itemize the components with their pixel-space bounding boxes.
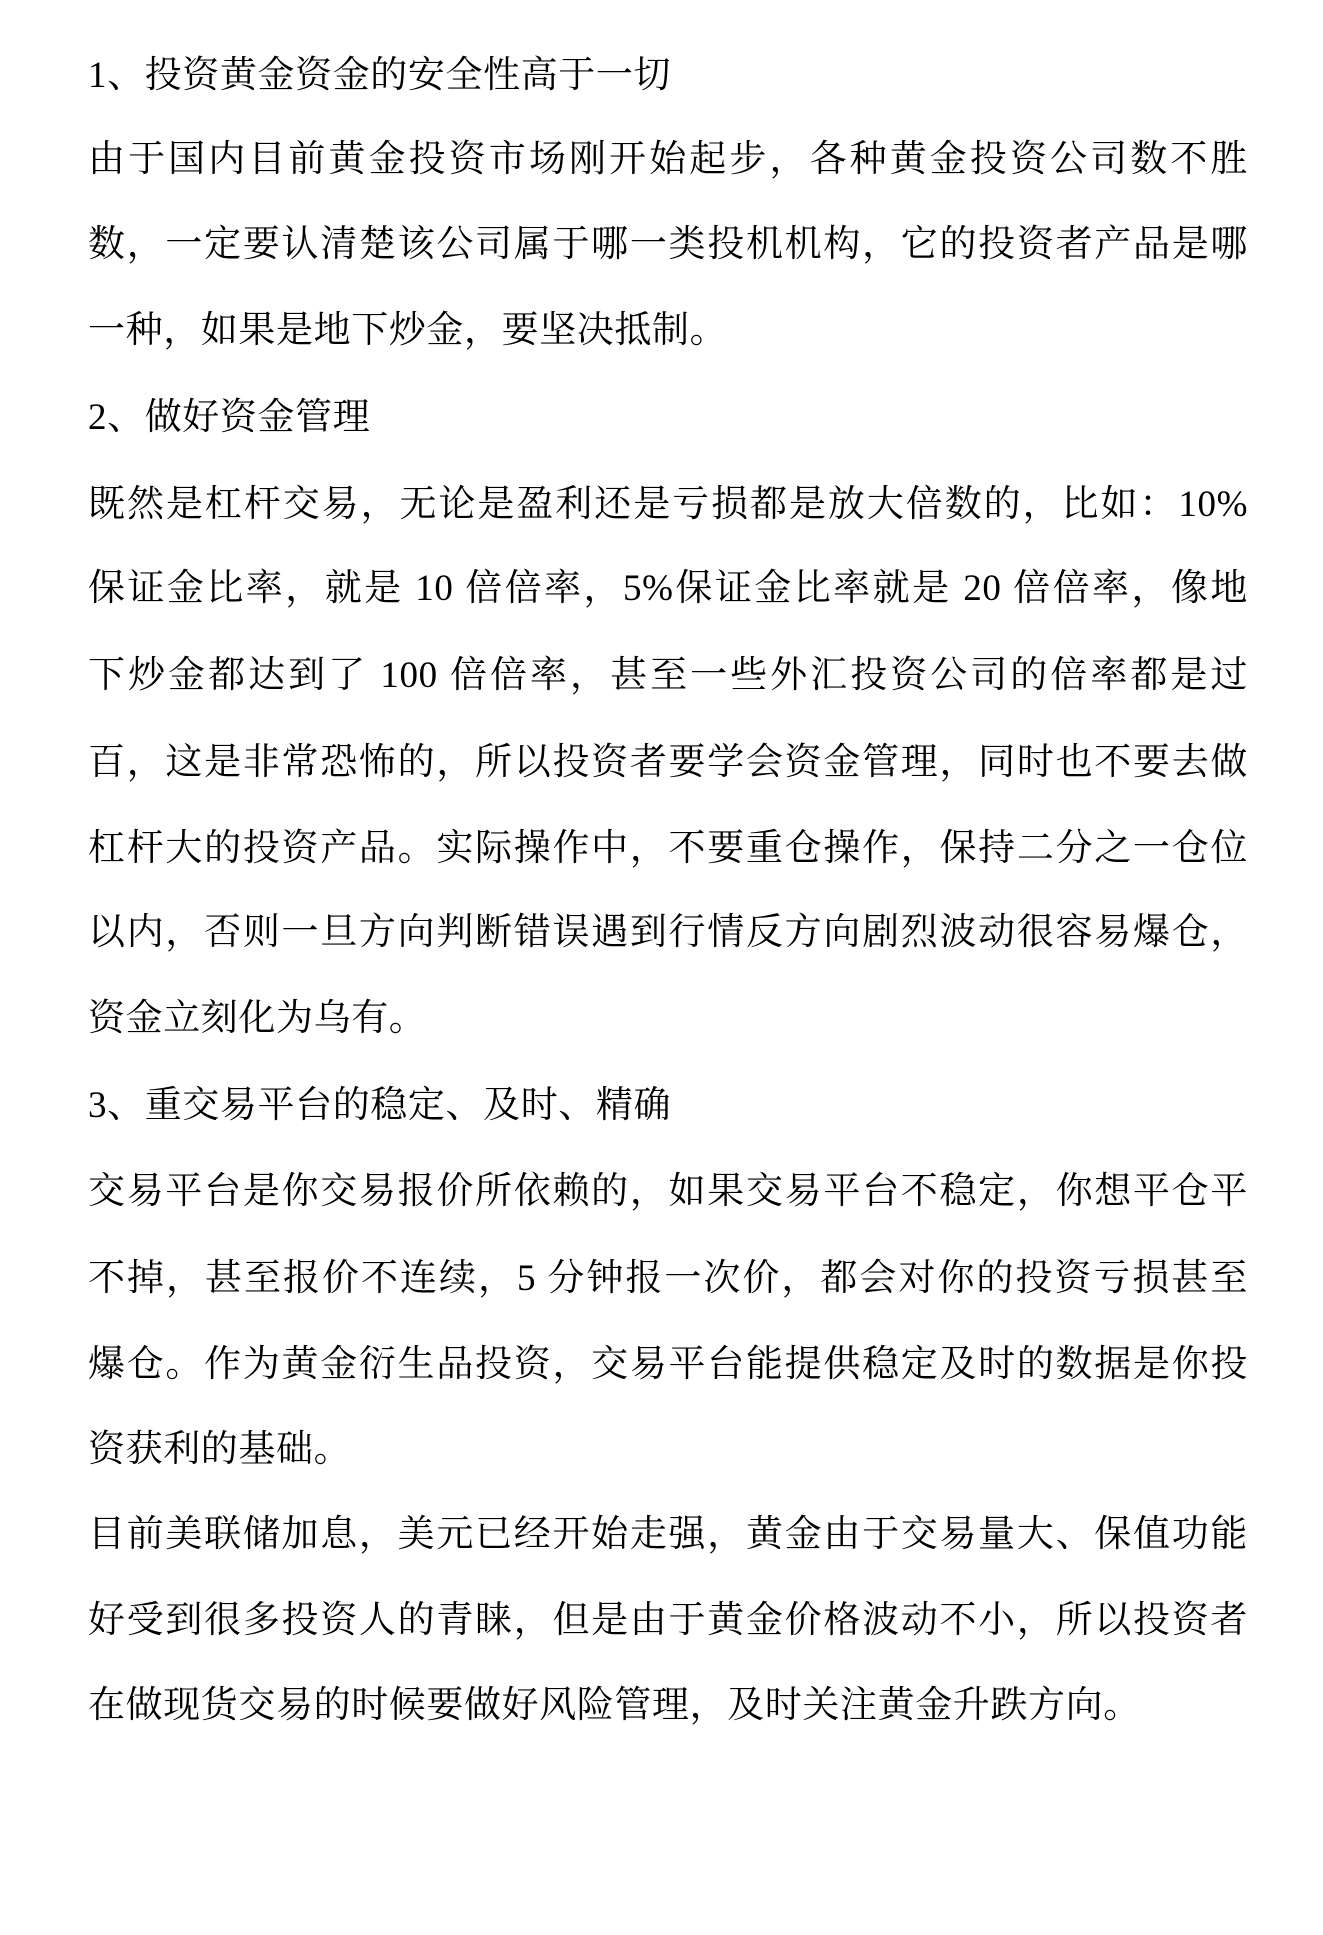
paragraph-line: 好受到很多投资人的青睐，但是由于黄金价格波动不小，所以投资者	[88, 1600, 1248, 1641]
paragraph-line: 杠杆大的投资产品。实际操作中，不要重仓操作，保持二分之一仓位	[88, 828, 1248, 869]
paragraph-line: 在做现货交易的时候要做好风险管理，及时关注黄金升跌方向。	[88, 1685, 1141, 1726]
paragraph-line: 下炒金都达到了 100 倍倍率，甚至一些外汇投资公司的倍率都是过	[88, 655, 1248, 696]
paragraph-line: 数，一定要认清楚该公司属于哪一类投机机构，它的投资者产品是哪	[88, 224, 1248, 265]
paragraph-line: 资金立刻化为乌有。	[88, 998, 427, 1039]
paragraph-line: 目前美联储加息，美元已经开始走强，黄金由于交易量大、保值功能	[88, 1514, 1248, 1555]
paragraph-line: 以内，否则一旦方向判断错误遇到行情反方向剧烈波动很容易爆仓，	[88, 912, 1248, 953]
section-1-heading: 1、投资黄金资金的安全性高于一切	[88, 55, 672, 96]
paragraph-line: 爆仓。作为黄金衍生品投资，交易平台能提供稳定及时的数据是你投	[88, 1344, 1248, 1385]
paragraph-line: 由于国内目前黄金投资市场刚开始起步，各种黄金投资公司数不胜	[88, 139, 1248, 180]
section-2-heading: 2、做好资金管理	[88, 397, 371, 438]
paragraph-line: 百，这是非常恐怖的，所以投资者要学会资金管理，同时也不要去做	[88, 742, 1248, 783]
section-3-heading: 3、重交易平台的稳定、及时、精确	[88, 1085, 672, 1126]
paragraph-line: 不掉，甚至报价不连续，5 分钟报一次价，都会对你的投资亏损甚至	[88, 1258, 1248, 1299]
paragraph-line: 保证金比率，就是 10 倍倍率，5%保证金比率就是 20 倍倍率，像地	[88, 568, 1248, 609]
paragraph-line: 交易平台是你交易报价所依赖的，如果交易平台不稳定，你想平仓平	[88, 1171, 1248, 1212]
paragraph-line: 资获利的基础。	[88, 1429, 352, 1470]
paragraph-line: 一种，如果是地下炒金，要坚决抵制。	[88, 310, 728, 351]
paragraph-line: 既然是杠杆交易，无论是盈利还是亏损都是放大倍数的，比如：10%	[88, 484, 1248, 525]
